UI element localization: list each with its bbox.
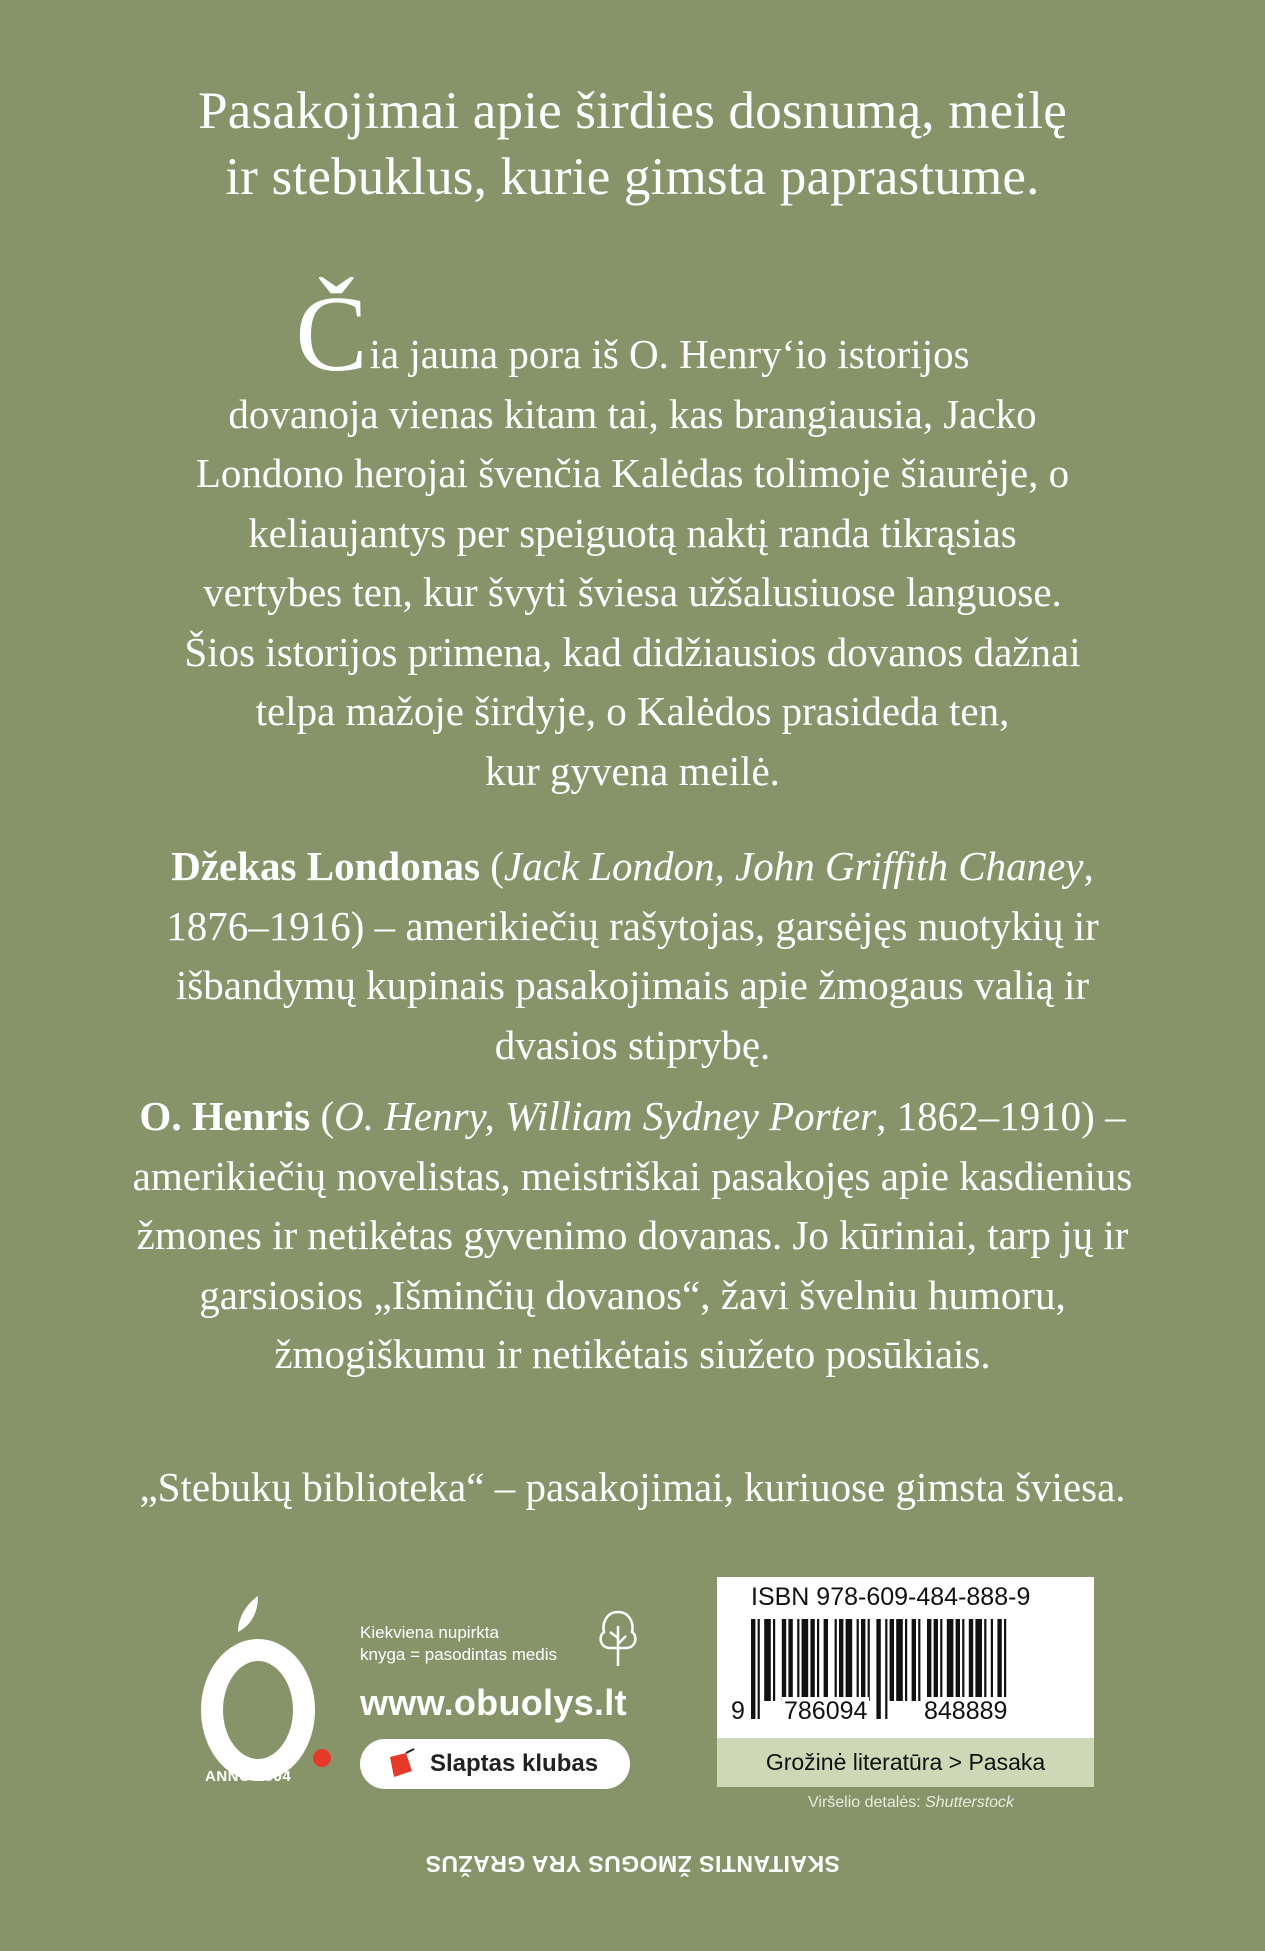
secret-club-badge[interactable] bbox=[360, 1739, 630, 1789]
description-line: Londono herojai švenčia Kalėdas tolimoje šiaurėje, o bbox=[195, 450, 1070, 496]
author-name: Džekas Londonas bbox=[171, 843, 480, 889]
barcode-bar bbox=[802, 1619, 809, 1701]
barcode-bar bbox=[835, 1619, 837, 1701]
description-line: Šios istorijos primena, kad didžiausios dovanos dažnai bbox=[184, 628, 1081, 675]
bio-line: amerikiečių novelistas, meistriškai pasakojęs apie kasdienius bbox=[132, 1152, 1133, 1199]
author-alias: O. Henry, William Sydney Porter bbox=[334, 1093, 877, 1139]
barcode-bar bbox=[846, 1619, 853, 1701]
description-line: vertybes ten, kur švyti šviesa užšalusiuose languose. bbox=[203, 569, 1062, 615]
barcode-bar bbox=[934, 1619, 938, 1701]
barcode-bar bbox=[788, 1619, 792, 1701]
description-line: ia jauna pora iš O. Henry‘io istorijos bbox=[369, 331, 970, 377]
motto-upside-down: SKAITANTIS ŽMOGUS YRA GRAŽUS bbox=[425, 1851, 840, 1877]
author-bio-london bbox=[100, 837, 1165, 1075]
bio-line: žmogiškumu ir netikėtais siužeto posūkiais. bbox=[274, 1331, 991, 1377]
author-alias: Jack London, John Griffith Chaney bbox=[503, 843, 1084, 889]
barcode-bar bbox=[764, 1619, 771, 1701]
bio-punct: ( bbox=[479, 843, 504, 889]
barcode-bar bbox=[824, 1619, 828, 1701]
isbn-number: ISBN 978-609-484-888-9 bbox=[751, 1583, 1031, 1611]
author-bio-henry bbox=[100, 1087, 1165, 1385]
bio-line: garsiosios „Išminčių dovanos“, žavi švelniu humoru, bbox=[199, 1271, 1066, 1318]
bio-line: žmones ir netikėtas gyvenimo dovanas. Jo kūriniai, tarp jų ir bbox=[136, 1212, 1129, 1258]
barcode-bar bbox=[758, 1619, 760, 1719]
barcode-bar bbox=[810, 1619, 814, 1701]
barcode-bar bbox=[956, 1619, 960, 1701]
barcode-bar bbox=[797, 1619, 799, 1701]
bio-line: 1876–1916) – amerikiečių rašytojas, garsėjęs nuotykių ir bbox=[166, 902, 1099, 949]
tagline-line: Pasakojimai apie širdies dosnumą, meilę bbox=[198, 82, 1067, 140]
tagline bbox=[0, 78, 1265, 210]
website-link[interactable]: www.obuolys.lt bbox=[360, 1682, 627, 1723]
author-name: O. Henris bbox=[139, 1093, 311, 1139]
barcode-bar bbox=[773, 1619, 775, 1701]
description-line: keliaujantys per speiguotą naktį randa tikrąsias bbox=[248, 509, 1017, 556]
club-label: Slaptas klubas bbox=[430, 1750, 599, 1777]
book-description bbox=[100, 275, 1165, 801]
publisher-promo bbox=[360, 1622, 650, 1777]
barcode-digits: 786094 bbox=[784, 1697, 868, 1725]
barcode-bar bbox=[984, 1619, 986, 1701]
genre-label: Grožinė literatūra > Pasaka bbox=[765, 1749, 1046, 1775]
barcode-bar bbox=[962, 1619, 964, 1701]
barcode-bar bbox=[905, 1619, 907, 1701]
bio-line: dvasios stiprybę. bbox=[494, 1021, 771, 1068]
barcode-bar bbox=[991, 1619, 993, 1701]
barcode-bar bbox=[751, 1619, 755, 1719]
barcode-digits: 848889 bbox=[924, 1697, 1008, 1725]
tree-icon bbox=[594, 1608, 642, 1668]
description-line: dovanoja vienas kitam tai, kas brangiausia, Jacko bbox=[228, 390, 1037, 437]
barcode-bar bbox=[912, 1619, 916, 1701]
barcode-bar bbox=[876, 1619, 880, 1719]
pen-icon bbox=[384, 1747, 418, 1781]
barcode-bar bbox=[839, 1619, 843, 1701]
barcode-bar bbox=[885, 1619, 887, 1719]
apple-o-logo bbox=[196, 1592, 336, 1792]
promo-line: knyga = pasodintas medis bbox=[360, 1645, 558, 1664]
credit-label: Viršelio detalės: bbox=[808, 1794, 926, 1811]
barcode-bar bbox=[861, 1619, 865, 1701]
barcode-bar bbox=[969, 1619, 973, 1701]
anno-label: ANNO 2004 bbox=[205, 1768, 292, 1785]
barcode-bar bbox=[857, 1619, 859, 1701]
isbn-barcode-box bbox=[717, 1577, 1094, 1787]
description-line: kur gyvena meilė. bbox=[485, 747, 780, 794]
barcode-bar bbox=[940, 1619, 942, 1701]
tagline-line: ir stebuklus, kurie gimsta paprastume. bbox=[225, 148, 1040, 206]
cover-credit bbox=[808, 1794, 1014, 1812]
barcode-bar bbox=[975, 1619, 982, 1701]
barcode-bar bbox=[927, 1619, 931, 1701]
promo-line: Kiekviena nupirkta bbox=[360, 1623, 499, 1642]
bio-years: , 1862–1910) – bbox=[876, 1093, 1126, 1139]
bio-line: išbandymų kupinais pasakojimais apie žmogaus valią ir bbox=[175, 962, 1090, 1008]
description-line: telpa mažoje širdyje, o Kalėdos prasideda ten, bbox=[255, 688, 1010, 734]
barcode-bar bbox=[817, 1619, 819, 1701]
barcode-bar bbox=[890, 1619, 894, 1701]
bio-punct: , bbox=[1083, 843, 1094, 889]
barcode-bar bbox=[896, 1619, 903, 1701]
series-tagline: „Stebukų biblioteka“ – pasakojimai, kuriuose gimsta šviesa. bbox=[139, 1464, 1126, 1510]
barcode-bar bbox=[918, 1619, 920, 1701]
credit-source: Shutterstock bbox=[925, 1794, 1015, 1811]
barcode-bar bbox=[868, 1619, 870, 1701]
barcode-bar bbox=[782, 1619, 786, 1701]
genre-strip bbox=[717, 1738, 1094, 1787]
drop-cap: Č bbox=[295, 275, 368, 394]
barcode-digits: 9 bbox=[731, 1697, 745, 1725]
bio-punct: ( bbox=[310, 1093, 335, 1139]
barcode-bar bbox=[947, 1619, 954, 1701]
